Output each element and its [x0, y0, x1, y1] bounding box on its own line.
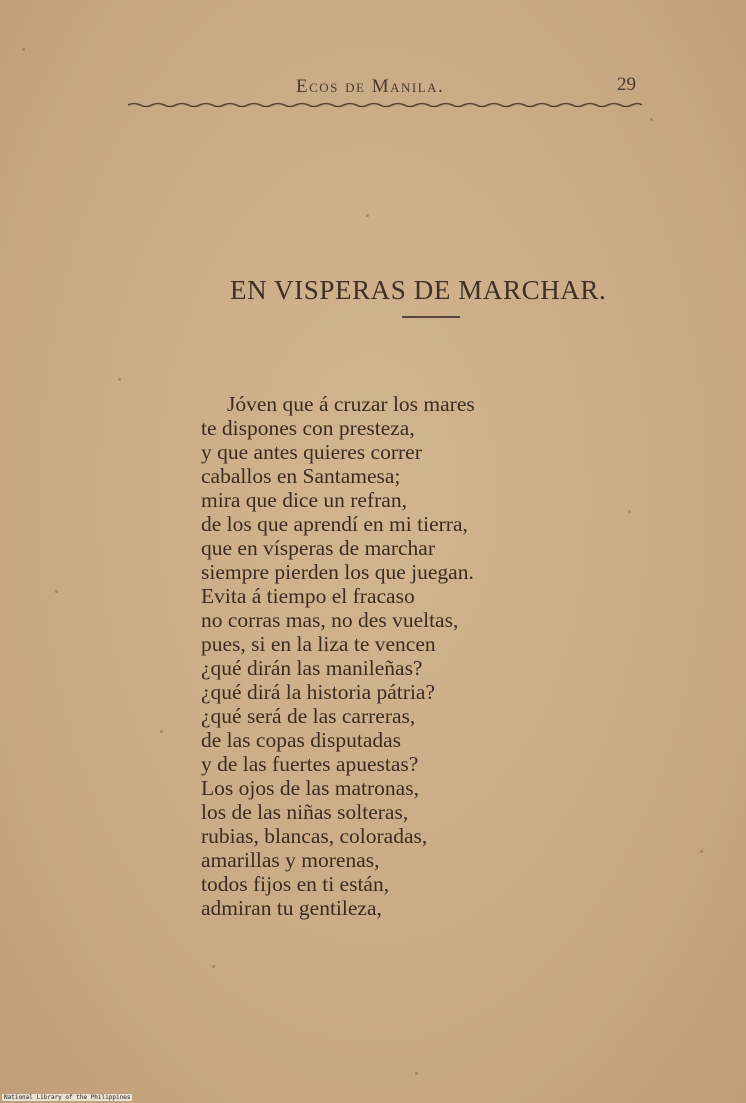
poem-line: Jóven que á cruzar los mares	[227, 392, 475, 416]
paper-speck	[650, 118, 653, 121]
poem-line: pues, si en la liza te vencen	[201, 632, 436, 656]
paper-speck	[366, 214, 369, 217]
poem-line: de las copas disputadas	[201, 728, 402, 752]
paper-speck	[118, 378, 121, 381]
header-rule	[128, 100, 642, 110]
poem-body	[201, 392, 475, 920]
poem-line: caballos en Santamesa;	[201, 464, 401, 488]
poem-line: que en vísperas de marchar	[201, 536, 436, 560]
poem-title: EN VISPERAS DE MARCHAR.	[230, 275, 607, 305]
library-credit: National Library of the Philippines	[4, 1094, 131, 1101]
paper-speck	[160, 730, 163, 733]
poem-line: todos fijos en ti están,	[201, 872, 390, 896]
poem-line: rubias, blancas, coloradas,	[201, 824, 428, 848]
poem-line: y de las fuertes apuestas?	[201, 752, 419, 776]
poem-line: ¿qué dirán las manileñas?	[201, 656, 423, 680]
paper-speck	[628, 510, 631, 513]
poem-line: los de las niñas solteras,	[201, 800, 409, 824]
poem-line: y que antes quieres correr	[201, 440, 422, 464]
poem-line: ¿qué será de las carreras,	[201, 704, 416, 728]
paper-speck	[55, 590, 58, 593]
poem-line: Evita á tiempo el fracaso	[201, 584, 415, 608]
paper-speck	[415, 1072, 418, 1075]
poem-line: te dispones con presteza,	[201, 416, 415, 440]
paper-speck	[22, 48, 25, 51]
poem-line: Los ojos de las matronas,	[201, 776, 419, 800]
poem-line: ¿qué dirá la historia pátria?	[201, 680, 436, 704]
poem-line: amarillas y morenas,	[201, 848, 380, 872]
poem-line: admiran tu gentileza,	[201, 896, 382, 920]
poem-line: siempre pierden los que juegan.	[201, 560, 474, 584]
poem-line: mira que dice un refran,	[201, 488, 407, 512]
poem-line: no corras mas, no des vueltas,	[201, 608, 459, 632]
title-divider	[402, 316, 460, 318]
running-head-title: Ecos de Manila.	[296, 76, 445, 97]
poem-line: de los que aprendí en mi tierra,	[201, 512, 468, 536]
paper-speck	[700, 850, 703, 853]
page-number: 29	[617, 74, 636, 95]
paper-speck	[212, 965, 215, 968]
